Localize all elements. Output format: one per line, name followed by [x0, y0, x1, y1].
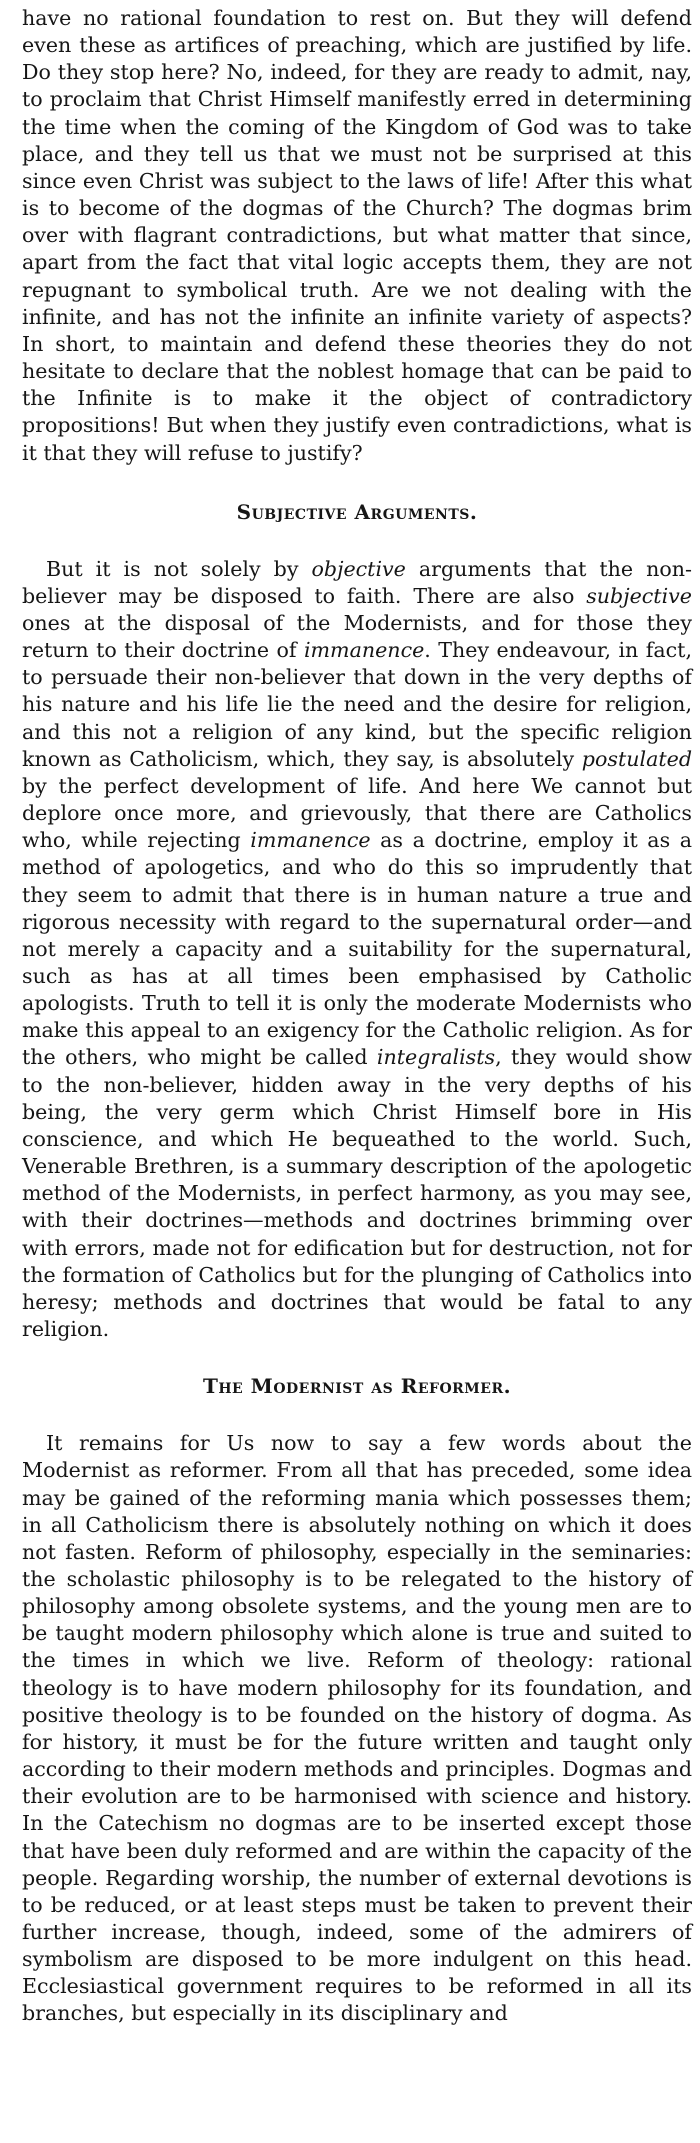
italic-term: objective [311, 556, 406, 581]
italic-term: immanence [250, 828, 371, 853]
italic-term: integralists [376, 1045, 496, 1070]
heading-text: The Modernist as Reformer. [202, 1374, 512, 1399]
section-heading-subjective-arguments [22, 499, 692, 526]
italic-term: immanence [303, 638, 425, 663]
text-run: , they would show to the non-believer, hidden away in the very depths of his being, the very germ which Christ Himself bore in His conscience, and which He bequeathed to the world. Such, Venerable Brethren, is a summary description of the apologetic method of the Modernists, in perfect harmony, as you may see, with their doctrines—methods and doctrines brimming over with errors, made not for edification but for destruction, not for the formation of Catholics but for the plunging of Catholics into heresy; methods and doctrines that would be fatal to any religion. [22, 1045, 693, 1342]
heading-text: Subjective Arguments. [236, 499, 478, 524]
paragraph-modernist-as-reformer [22, 1430, 692, 2027]
section-heading-modernist-as-reformer [22, 1373, 692, 1400]
paragraph-subjective-arguments [22, 556, 692, 1344]
paragraph-text: have no rational foundation to rest on. But they will defend even these as artifices of preaching, which are justified by life. Do they stop here? No, indeed, for they are ready to admit, nay, to proclaim that Christ Himself manifestly erred in determining the time when the coming of the Kingdom of God was to take place, and they tell us that we must not be surprised at this since even Christ was subject to the laws of life! After this what is to become of the dogmas of the Church? The dogmas brim over with flagrant contradictions, but what matter that since, apart from the fact that vital logic accepts them, they are not repugnant to symbolical truth. Are we not dealing with the infinite, and has not the infinite an infinite variety of aspects? In short, to maintain and defend these theories they do not hesitate to declare that the noblest homage that can be paid to the Infinite is to make it the object of contradictory propositions! But when they justify even contradictions, what is it that they will refuse to justify? [22, 6, 692, 465]
italic-term: postulated [581, 746, 692, 771]
paragraph-text: It remains for Us now to say a few words about the Modernist as reformer. From all that has preceded, some idea may be gained of the reforming mania which possesses them; in all Catholicism there is absolutely nothing on which it does not fasten. Reform of philosophy, especially in the seminaries: the scholastic philosophy is to be relegated to the history of philosophy among obsolete systems, and the young men are to be taught modern philosophy which alone is true and suited to the times in which we live. Reform of theology: rational theology is to have modern philosophy for its foundation, and positive theology is to be founded on the history of dogma. As for history, it must be for the future written and taught only according to their modern methods and principles. Dogmas and their evolution are to be harmonised with science and history. In the Catechism no dogmas are to be inserted except those that have been duly reformed and are within the capacity of the people. Regarding worship, the number of external devotions is to be reduced, or at least steps must be taken to prevent their further increase, though, indeed, some of the admirers of symbolism are disposed to be more indulgent on this head. Ecclesiastical government requires to be reformed in all its branches, but especially in its disciplinary and [22, 1431, 692, 2026]
text-run: . They endeavour, in fact, to persuade their non-believer that down in the very depths of his nature and his life lie the need and the desire for religion, and this not a religion of any kind, but the specific religion known as Catholicism, which, they say, is absolutely [22, 638, 692, 771]
italic-term: subjective [586, 583, 692, 608]
text-run: by the perfect development of life. And here We cannot but deplore once more, and grievously, that there are Catholics who, while rejecting [22, 773, 692, 853]
paragraph-continuation [22, 5, 692, 467]
text-run: ones at the disposal of the Modernists, and for those they return to their doctrine of [22, 610, 692, 663]
text-run: But it is not solely by [46, 556, 312, 581]
text-run: as a doctrine, employ it as a method of apologetics, and who do this so imprudently that they seem to admit that there is in human nature a true and rigorous necessity with regard to the supernatural order—and not merely a capacity and a suitability for the supernatural, such as has at all times been emphasised by Catholic apologists. Truth to tell it is only the moderate Modernists who make this appeal to an exigency for the Catholic religion. As for the others, who might be called [22, 828, 692, 1070]
text-run: arguments that the non-believer may be disposed to faith. There are also [22, 556, 692, 608]
